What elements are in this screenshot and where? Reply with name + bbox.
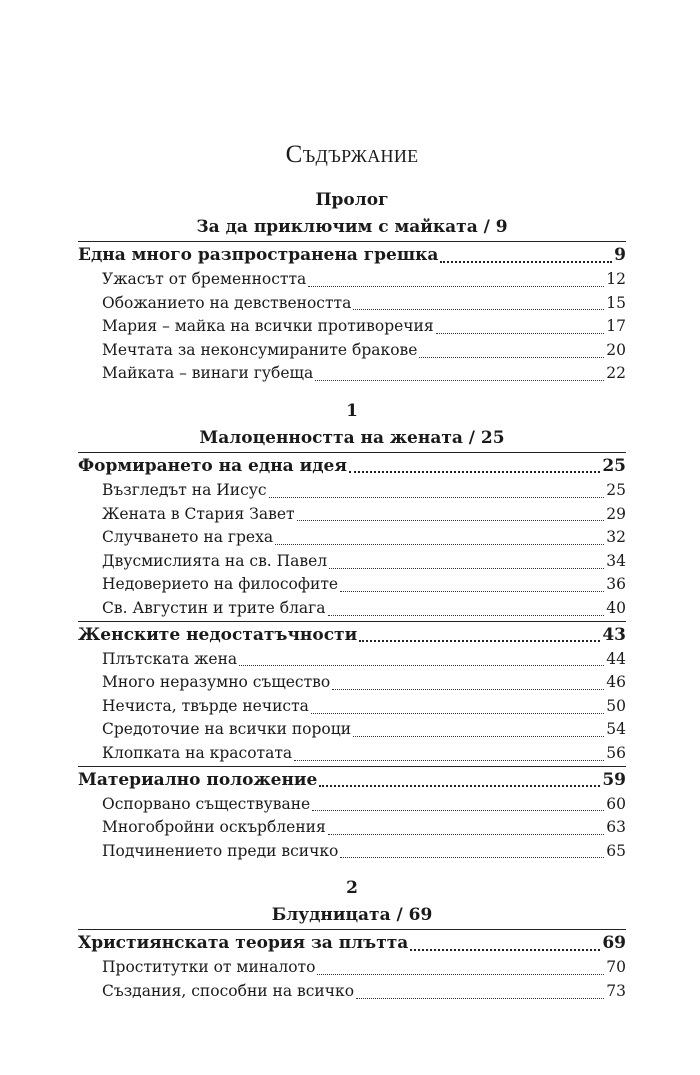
dot-leader: [353, 735, 604, 737]
section-page-number: 63: [606, 818, 626, 837]
dot-leader: [319, 784, 600, 787]
section-title: Жената в Стария Завет: [102, 504, 295, 523]
toc-section-row: [78, 503, 626, 527]
section-title: Много неразумно същество: [102, 673, 331, 692]
section-title: Ужасът от бременността: [102, 270, 307, 288]
toc-section-row: [78, 793, 626, 817]
section-page-number: 70: [606, 958, 626, 977]
toc-heading: Съдържание: [285, 141, 419, 168]
toc-section-row: [78, 648, 626, 672]
toc-section-row: [78, 550, 626, 574]
section-page-number: 54: [606, 720, 626, 739]
section-page-number: 15: [606, 293, 626, 312]
part-title: Малоценността на жената / 25: [199, 427, 505, 448]
section-title: Проститутки от миналото: [102, 958, 316, 977]
dot-leader: [294, 759, 604, 761]
section-page-number: 50: [606, 696, 626, 715]
section-title: Мария – майка на всички противоречия: [102, 317, 434, 336]
section-page-number: 32: [606, 528, 626, 547]
toc-section-row: [78, 695, 626, 719]
part-spacer: [78, 386, 626, 398]
toc-chapter-row: [78, 242, 626, 268]
section-page-number: 34: [606, 551, 626, 570]
toc-section-row: [78, 362, 626, 386]
table-of-contents: [78, 140, 626, 1003]
dot-leader: [317, 973, 604, 975]
section-title: Възгледът на Иисус: [102, 480, 267, 499]
dot-leader: [315, 379, 604, 381]
section-title: Клопката на красотата: [102, 743, 293, 762]
section-page-number: 12: [606, 270, 626, 288]
section-page-number: 17: [606, 317, 626, 336]
section-title: Случването на греха: [102, 528, 274, 547]
dot-leader: [329, 567, 604, 569]
section-title: Средоточие на всички пороци: [102, 720, 352, 739]
chapter-title: Формирането на една идея: [78, 455, 347, 476]
chapter-page-number: 59: [602, 769, 626, 790]
toc-section-row: [78, 268, 626, 292]
section-title: Създания, способни на всичко: [102, 981, 355, 1000]
chapter-title: Женските недостатъчности: [78, 624, 358, 645]
section-page-number: 60: [606, 794, 626, 813]
section-title: Подчинението преди всичко: [102, 841, 339, 860]
toc-chapter-row: [78, 453, 626, 479]
dot-leader: [359, 639, 600, 642]
section-title: Св. Августин и трите блага: [102, 598, 326, 617]
dot-leader: [328, 833, 604, 835]
dot-leader: [419, 356, 604, 358]
toc-section-row: [78, 339, 626, 363]
section-title: Нечиста, твърде нечиста: [102, 696, 309, 715]
section-page-number: 29: [606, 504, 626, 523]
dot-leader: [349, 470, 600, 473]
toc-section-row: [78, 315, 626, 339]
toc-chapter-row: [78, 930, 626, 956]
chapter-title: Християнската теория за плътта: [78, 933, 409, 954]
dot-leader: [436, 332, 605, 334]
dot-leader: [356, 997, 604, 999]
section-page-number: 56: [606, 743, 626, 762]
section-page-number: 46: [606, 673, 626, 692]
dot-leader: [440, 260, 612, 263]
chapter-title: Една много разпространена грешка: [78, 245, 439, 265]
dot-leader: [353, 308, 604, 310]
section-page-number: 73: [606, 981, 626, 1000]
toc-section-row: [78, 526, 626, 550]
section-title: Многобройни оскърбления: [102, 818, 326, 837]
section-page-number: 20: [606, 340, 626, 359]
part-title: Блудницата / 69: [271, 905, 433, 926]
section-title: Оспорвано съществуване: [102, 794, 311, 813]
toc-section-row: [78, 573, 626, 597]
part-title: За да приключим с майката / 9: [196, 217, 508, 237]
toc-chapter-row: [78, 767, 626, 793]
section-page-number: 36: [606, 575, 626, 594]
toc-section-row: [78, 840, 626, 864]
dot-leader: [239, 664, 604, 666]
chapter-page-number: 9: [614, 245, 626, 265]
chapter-page-number: 25: [602, 455, 626, 476]
part-label: 1: [346, 400, 358, 421]
dot-leader: [340, 590, 604, 592]
section-page-number: 22: [606, 364, 626, 383]
toc-chapter-row: [78, 622, 626, 648]
section-title: Плътската жена: [102, 649, 238, 668]
toc-section-row: [78, 742, 626, 766]
dot-leader: [311, 712, 604, 714]
dot-leader: [340, 856, 604, 858]
chapter-page-number: 43: [602, 624, 626, 645]
toc-section-row: [78, 980, 626, 1004]
dot-leader: [312, 809, 604, 811]
toc-section-row: [78, 292, 626, 316]
toc-section-row: [78, 671, 626, 695]
dot-leader: [308, 285, 604, 287]
section-page-number: 44: [606, 649, 626, 668]
chapter-title: Материално положение: [78, 769, 318, 790]
dot-leader: [332, 688, 604, 690]
section-title: Недоверието на философите: [102, 575, 339, 594]
section-page-number: 25: [606, 480, 626, 499]
section-title: Майката – винаги губеща: [102, 364, 314, 383]
dot-leader: [269, 496, 605, 498]
toc-section-row: [78, 597, 626, 621]
toc-section-row: [78, 718, 626, 742]
part-spacer: [78, 863, 626, 875]
toc-section-row: [78, 956, 626, 980]
chapter-page-number: 69: [602, 933, 626, 954]
section-page-number: 65: [606, 841, 626, 860]
toc-section-row: [78, 816, 626, 840]
dot-leader: [328, 614, 605, 616]
section-title: Двусмислията на св. Павел: [102, 551, 328, 570]
dot-leader: [297, 519, 605, 521]
part-label: 2: [346, 878, 358, 899]
section-page-number: 40: [606, 598, 626, 617]
dot-leader: [410, 948, 600, 951]
dot-leader: [275, 543, 604, 545]
section-title: Мечтата за неконсумираните бракове: [102, 340, 418, 359]
toc-section-row: [78, 479, 626, 503]
part-label: Пролог: [315, 190, 389, 210]
section-title: Обожанието на девствеността: [102, 293, 352, 312]
